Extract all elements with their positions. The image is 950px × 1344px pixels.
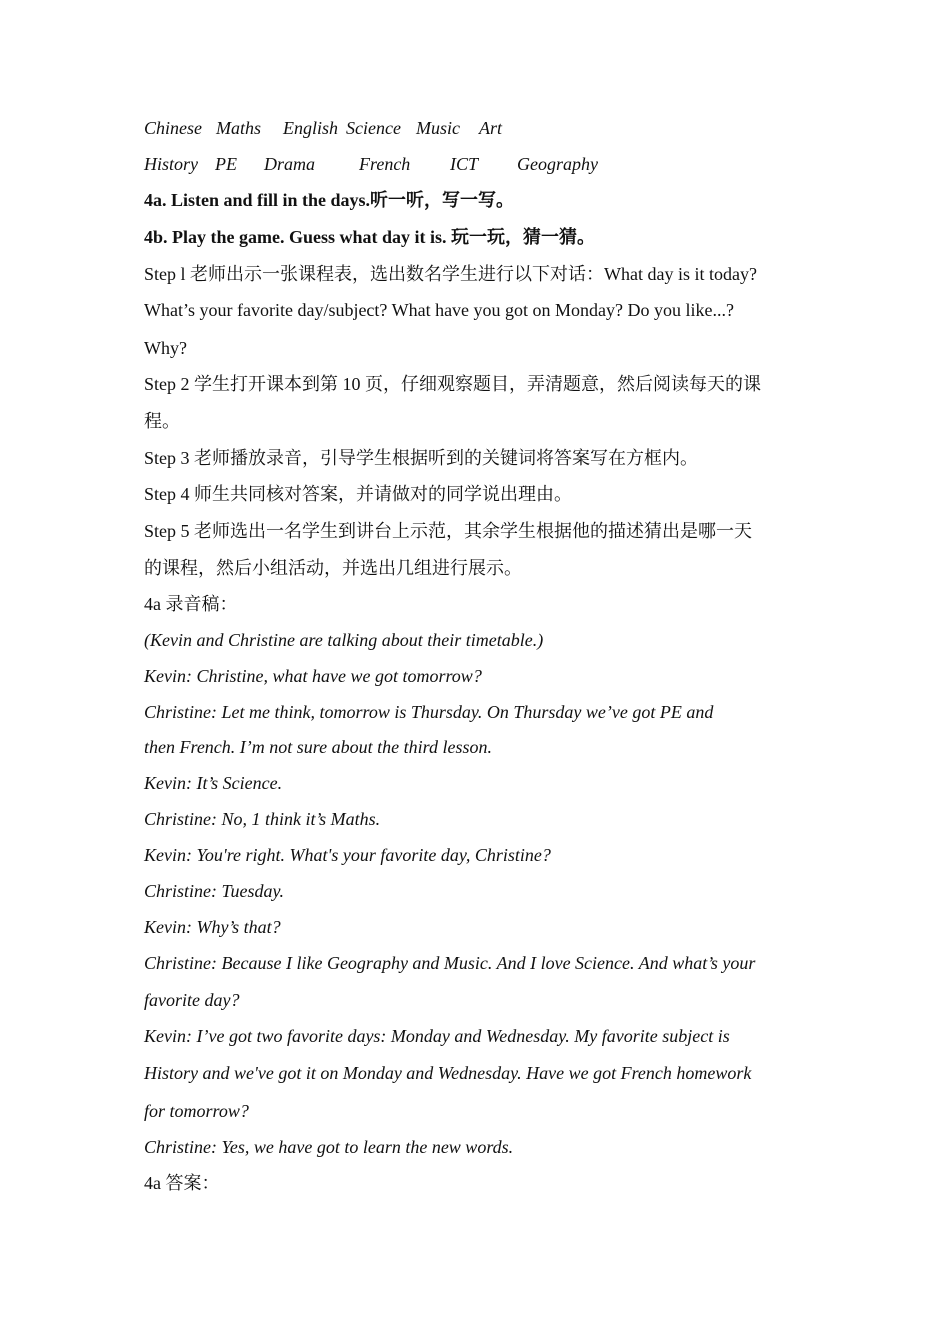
subject-word: PE xyxy=(215,154,237,174)
step-1-line: Why? xyxy=(144,338,187,358)
subject-word: Music xyxy=(416,118,460,138)
transcript-line: for tomorrow? xyxy=(144,1101,249,1121)
subject-word: Drama xyxy=(264,154,316,174)
step-1-line: Step l 老师出示一张课程表，选出数名学生进行以下对话：What day is it today? xyxy=(144,264,757,284)
step-5-line: 的课程，然后小组活动，并选出几组进行展示。 xyxy=(144,558,522,578)
transcript-line: Christine: Tuesday. xyxy=(144,881,285,901)
subject-word: Maths xyxy=(216,118,261,138)
transcript-line: Kevin: It’s Science. xyxy=(144,773,283,793)
transcript-line: Christine: Let me think, tomorrow is Thursday. On Thursday we’ve got PE and xyxy=(144,702,714,722)
transcript-label: 4a 录音稿： xyxy=(144,594,238,614)
transcript-line: favorite day? xyxy=(144,990,240,1010)
step-4-line: Step 4 师生共同核对答案，并请做对的同学说出理由。 xyxy=(144,484,572,504)
step-3-line: Step 3 老师播放录音，引导学生根据听到的关键词将答案写在方框内。 xyxy=(144,448,698,468)
subject-word: Art xyxy=(479,118,503,138)
transcript-line: Christine: No, 1 think it’s Maths. xyxy=(144,809,381,829)
subject-word: Geography xyxy=(517,154,598,174)
step-5-line: Step 5 老师选出一名学生到讲台上示范，其余学生根据他的描述猜出是哪一天 xyxy=(144,521,752,541)
step-2-line: Step 2 学生打开课本到第 10 页，仔细观察题目，弄清题意，然后阅读每天的课 xyxy=(144,374,761,394)
step-2-line: 程。 xyxy=(144,411,180,431)
transcript-line: Kevin: I’ve got two favorite days: Monday and Wednesday. My favorite subject is xyxy=(144,1026,730,1046)
section-4a-heading: 4a. Listen and fill in the days.听一听，写一写。 xyxy=(144,190,515,210)
transcript-line: Christine: Because I like Geography and Music. And I love Science. And what’s your xyxy=(144,953,756,973)
transcript-line: History and we've got it on Monday and Wednesday. Have we got French homework xyxy=(144,1063,752,1083)
section-4b-heading: 4b. Play the game. Guess what day it is. 玩一玩，猜一猜。 xyxy=(144,227,596,247)
subject-word: French xyxy=(359,154,411,174)
transcript-line: Kevin: You're right. What's your favorite day, Christine? xyxy=(144,845,551,865)
transcript-line: then French. I’m not sure about the third lesson. xyxy=(144,737,492,757)
step-1-line: What’s your favorite day/subject? What have you got on Monday? Do you like...? xyxy=(144,300,735,320)
subject-word: Science xyxy=(346,118,401,138)
subject-word: ICT xyxy=(450,154,479,174)
transcript-line: (Kevin and Christine are talking about their timetable.) xyxy=(144,630,544,650)
answers-label: 4a 答案： xyxy=(144,1173,220,1193)
subject-word: History xyxy=(144,154,198,174)
subject-word: English xyxy=(283,118,339,138)
transcript-line: Kevin: Christine, what have we got tomorrow? xyxy=(144,666,482,686)
subject-word: Chinese xyxy=(144,118,202,138)
transcript-line: Christine: Yes, we have got to learn the new words. xyxy=(144,1137,514,1157)
transcript-line: Kevin: Why’s that? xyxy=(144,917,281,937)
